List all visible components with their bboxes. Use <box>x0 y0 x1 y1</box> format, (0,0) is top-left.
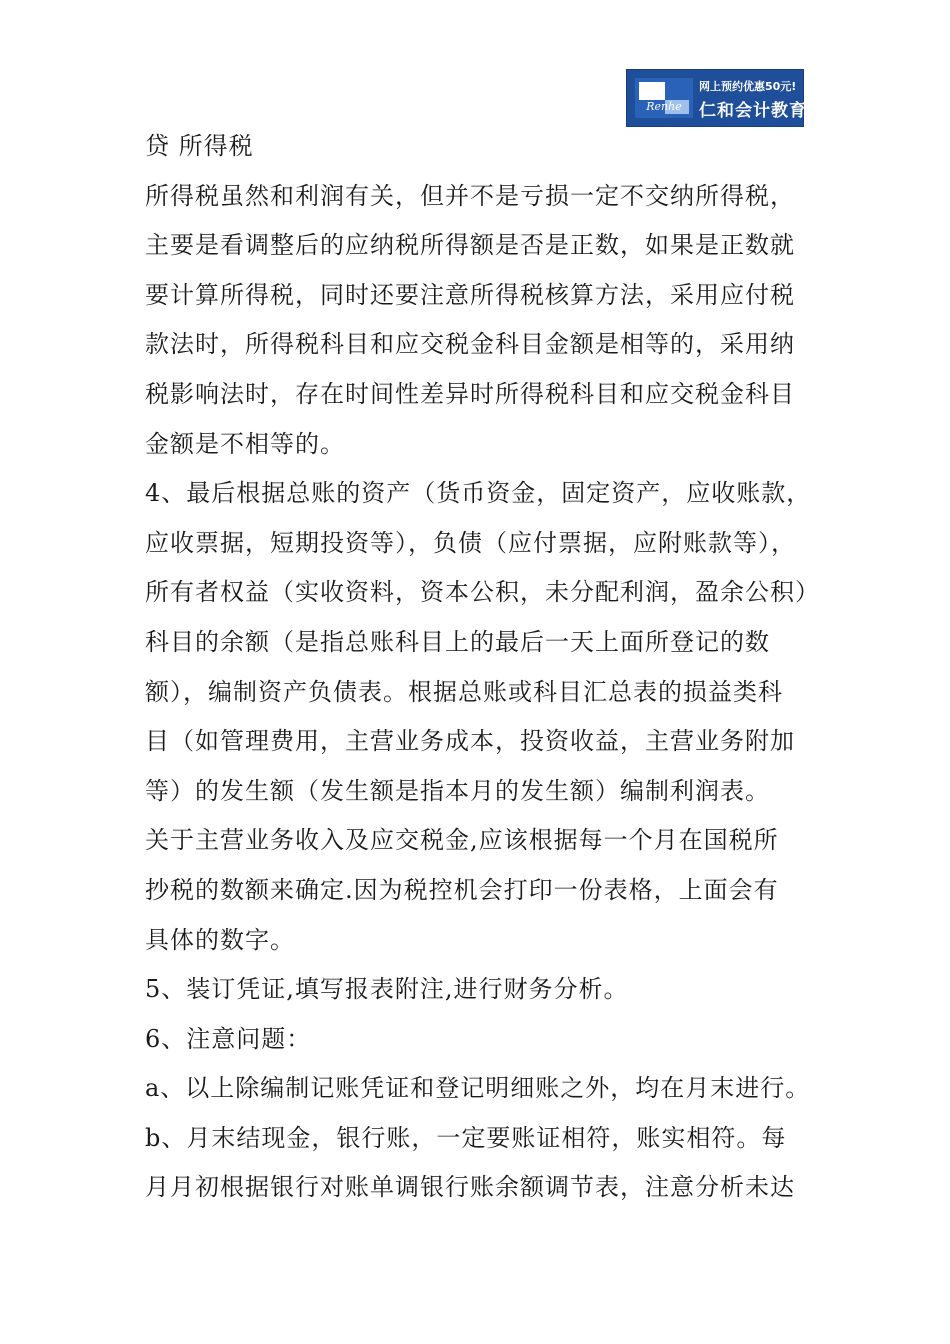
text-line: 款法时，所得税科目和应交税金科目金额是相等的，采用纳 <box>145 330 795 359</box>
text-line: 4、最后根据总账的资产（货币资金，固定资产，应收账款， <box>145 479 812 508</box>
text-line: 目（如管理费用，主营业务成本，投资收益，主营业务附加 <box>145 727 795 756</box>
text-line: 科目的余额（是指总账科目上的最后一天上面所登记的数 <box>145 627 770 656</box>
text-line: 关于主营业务收入及应交税金,应该根据每一个月在国税所 <box>145 826 779 855</box>
logo-script-text: Renhe <box>646 100 682 113</box>
text-line: b、月末结现金，银行账，一定要账证相符，账实相符。每 <box>145 1123 787 1152</box>
text-line: 税影响法时，存在时间性差异时所得税科目和应交税金科目 <box>145 379 795 408</box>
text-line: 具体的数字。 <box>145 925 295 954</box>
text-line: 要计算所得税，同时还要注意所得税核算方法，采用应付税 <box>145 280 795 309</box>
text-line: 抄税的数额来确定.因为税控机会打印一份表格，上面会有 <box>145 875 779 904</box>
text-line: 月月初根据银行对账单调银行账余额调节表，注意分析未达 <box>145 1173 795 1202</box>
text-line: a、以上除编制记账凭证和登记明细账之外，均在月末进行。 <box>145 1074 811 1103</box>
text-line: 所有者权益（实收资料，资本公积，未分配利润，盈余公积） <box>145 578 820 607</box>
renhe-logo-icon <box>635 78 693 118</box>
logo-name: 仁和会计教育 <box>699 101 807 121</box>
logo-slogan: 网上预约优惠50元! <box>699 80 797 93</box>
text-line: 金额是不相等的。 <box>145 429 345 458</box>
brand-logo <box>626 69 807 127</box>
text-line: 应收票据，短期投资等），负债（应付票据，应附账款等）， <box>145 528 796 557</box>
text-line: 所得税虽然和利润有关，但并不是亏损一定不交纳所得税， <box>145 181 795 210</box>
text-line: 主要是看调整后的应纳税所得额是否是正数，如果是正数就 <box>145 231 795 260</box>
text-line: 等）的发生额（发生额是指本月的发生额）编制利润表。 <box>145 776 770 805</box>
document-body <box>145 122 825 1213</box>
text-line: 6、注意问题： <box>145 1024 312 1053</box>
text-line: 5、装订凭证,填写报表附注,进行财务分析。 <box>145 975 629 1004</box>
text-line: 贷 所得税 <box>145 132 254 160</box>
text-line: 额），编制资产负债表。根据总账或科目汇总表的损益类科 <box>145 677 783 706</box>
